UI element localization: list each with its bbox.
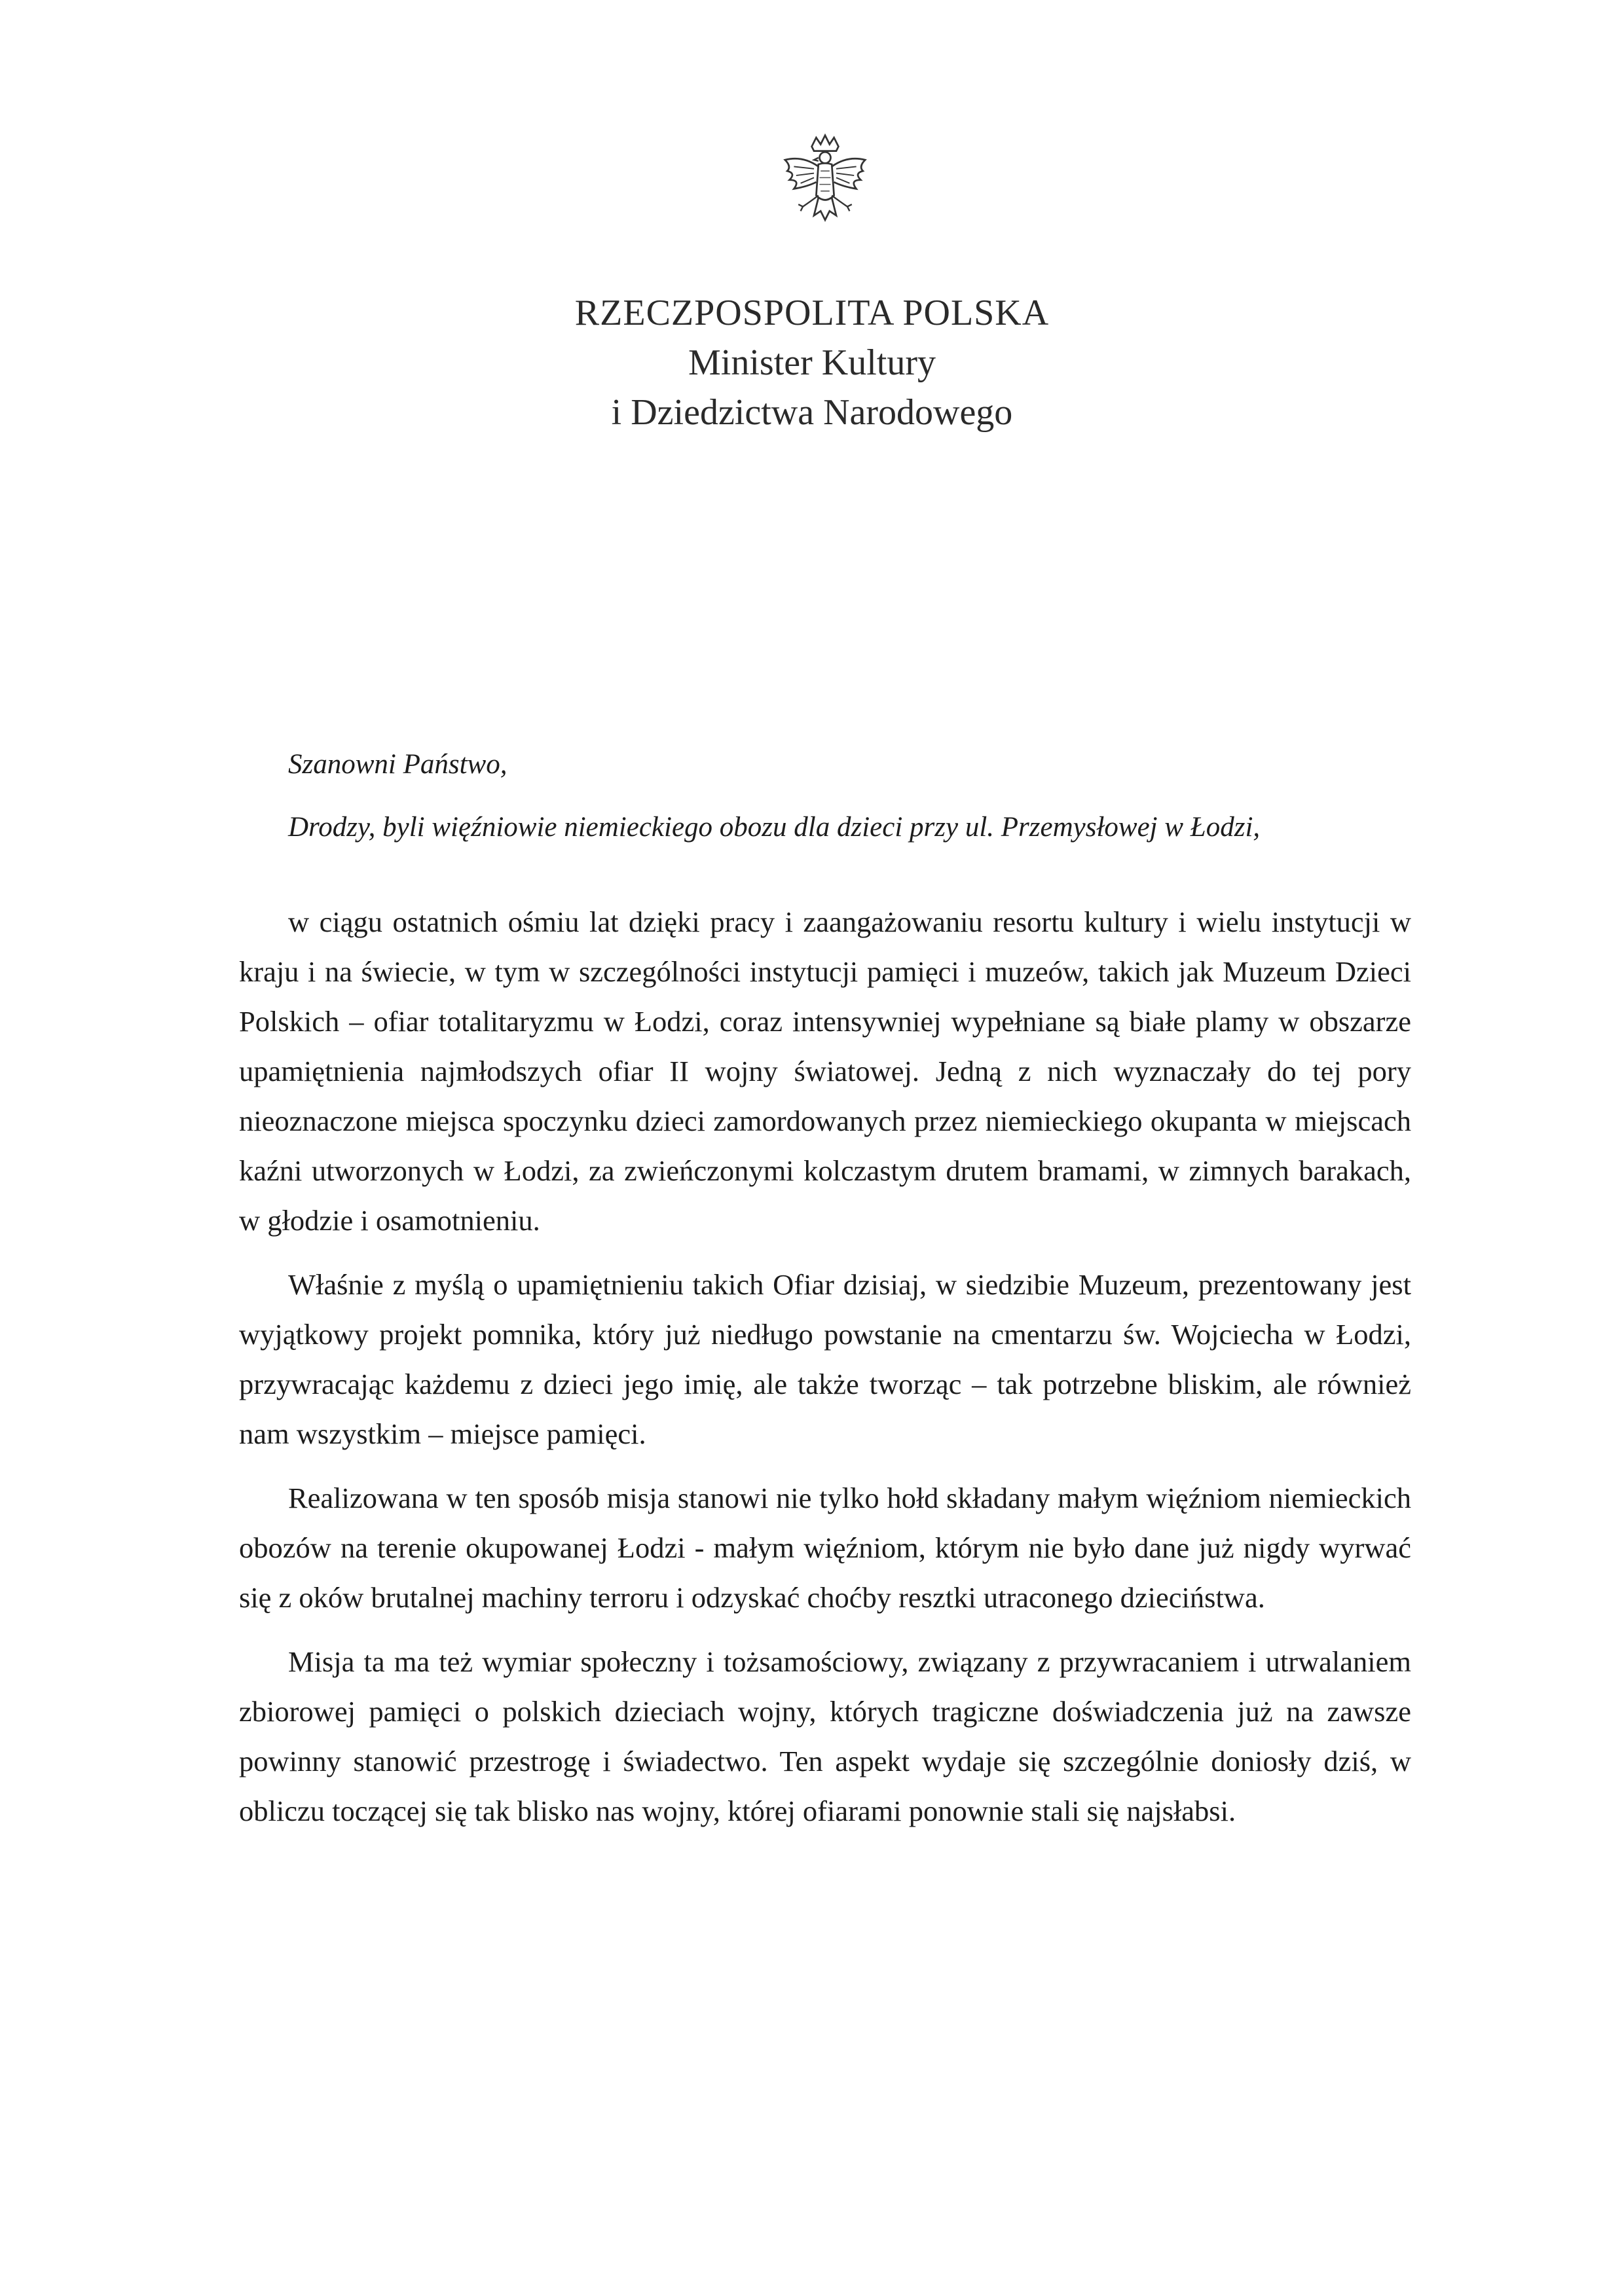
letterhead-office-line-1: Minister Kultury bbox=[688, 342, 936, 383]
body-paragraph-2: Właśnie z myślą o upamiętnieniu takich Ofiar dzisiaj, w siedzibie Muzeum, prezentowany jest wyjątkowy projekt pomnika, który już niedługo powstanie na cmentarzu św. Wojciecha w Łodzi, przywracając każdemu z dzieci jego imię, ale także tworząc – tak potrzebne bliskim, ale również nam wszystkim – miejsce pamięci. bbox=[239, 1268, 1411, 1450]
body-paragraph-1: w ciągu ostatnich ośmiu lat dzięki pracy i zaangażowaniu resortu kultury i wielu instytucji w kraju i na świecie, w tym w szczególności instytucji pamięci i muzeów, takich jak Muzeum Dzieci Polskich – ofiar totalitaryzmu w Łodzi, coraz intensywniej wypełniane są białe plamy w obszarze upamiętnienia najmłodszych ofiar II wojny światowej. Jedną z nich wyznaczały do tej pory nieoznaczone miejsca spoczynku dzieci zamordowanych przez niemieckiego okupanta w miejscach kaźni utworzonych w Łodzi, za zwieńczonymi kolczastym drutem bramami, w zimnych barakach, w głodzie i osamotnieniu. bbox=[239, 905, 1411, 1237]
salutation bbox=[288, 733, 1401, 859]
body-paragraph-4: Misja ta ma też wymiar społeczny i tożsamościowy, związany z przywracaniem i utrwalaniem zbiorowej pamięci o polskich dzieciach wojny, których tragiczne doświadczenia już na zawsze powinny stanowić przestrogę i świadectwo. Ten aspekt wydaje się szczególnie doniosły dziś, w obliczu toczącej się tak blisko nas wojny, której ofiarami ponownie stali się najsłabsi. bbox=[239, 1645, 1411, 1827]
letterhead bbox=[485, 288, 1139, 437]
salutation-line-2: Drodzy, byli więźniowie niemieckiego obozu dla dzieci przy ul. Przemysłowej w Łodzi, bbox=[288, 812, 1261, 843]
salutation-line-1: Szanowni Państwo, bbox=[288, 749, 507, 780]
letterhead-office-line-2: i Dziedzictwa Narodowego bbox=[611, 392, 1013, 433]
letterhead-country: RZECZPOSPOLITA POLSKA bbox=[574, 293, 1050, 333]
polish-eagle-emblem-icon bbox=[769, 131, 881, 242]
body-paragraph-3: Realizowana w ten sposób misja stanowi nie tylko hołd składany małym więźniom niemieckich obozów na terenie okupowanej Łodzi - małym więźniom, którym nie było dane już nigdy wyrwać się z oków brutalnej machiny terroru i odzyskać choćby resztki utraconego dzieciństwa. bbox=[239, 1482, 1411, 1614]
letter-body bbox=[239, 897, 1411, 1850]
